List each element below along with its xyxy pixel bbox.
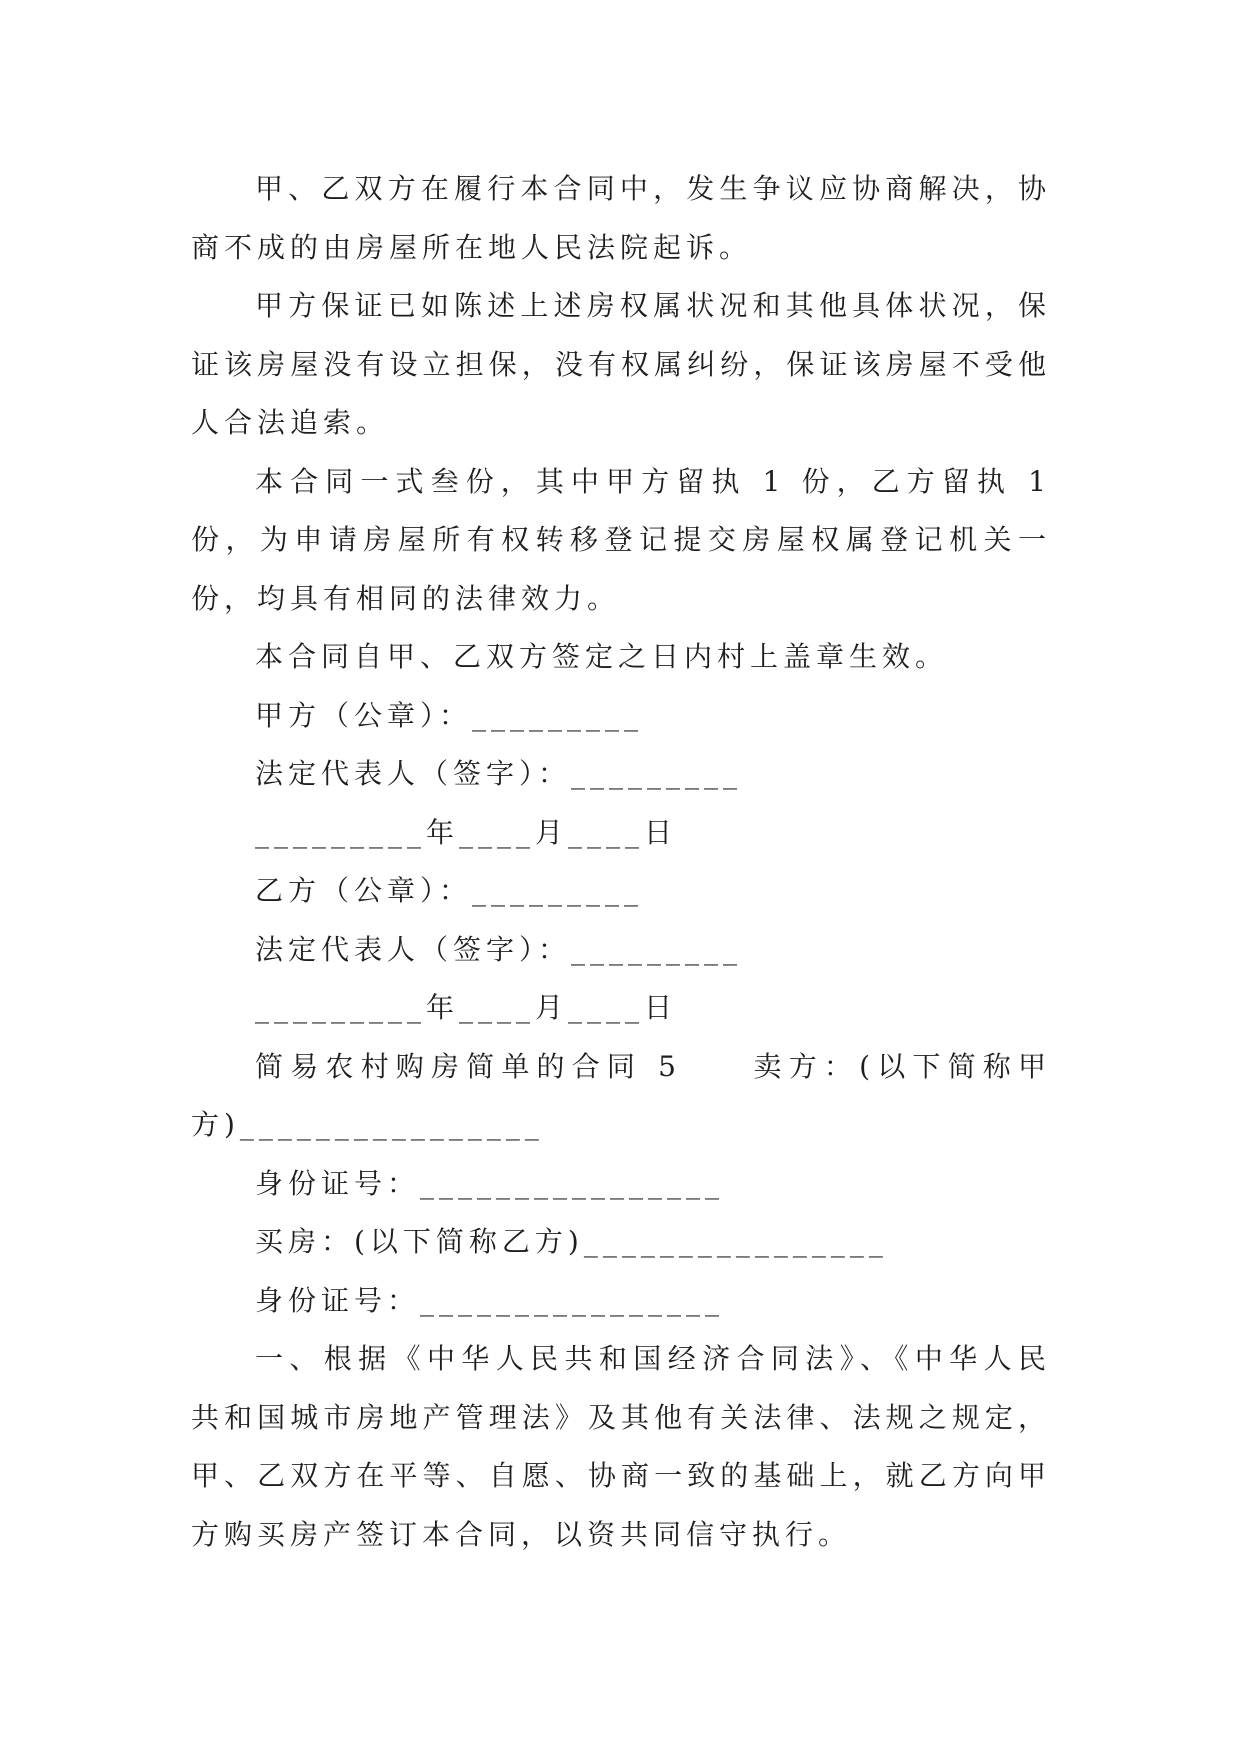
contract5-heading-seller: 简易农村购房简单的合同 5 卖方：(以下简称甲方)________________ [191, 1049, 1051, 1141]
paragraph-dispute: 甲、乙双方在履行本合同中，发生争议应协商解决，协商不成的由房屋所在地人民法院起诉。 [191, 172, 1051, 264]
seller-id-line: 身份证号：________________ [255, 1166, 725, 1200]
document-body [191, 160, 1051, 1564]
party-b-date-line: _________年____月____日 [255, 991, 678, 1024]
article-1: 一、根据《中华人民共和国经济合同法》、《中华人民共和国城市房地产管理法》及其他有关法律、法规之规定，甲、乙双方在平等、自愿、协商一致的基础上，就乙方向甲方购买房产签订本合同，以资共同信守执行。 [191, 1342, 1051, 1551]
paragraph-effective: 本合同自甲、乙双方签定之日内村上盖章生效。 [255, 640, 949, 673]
buyer-id-line: 身份证号：________________ [255, 1283, 725, 1317]
paragraph-guarantee: 甲方保证已如陈述上述房权属状况和其他具体状况，保证该房屋没有设立担保，没有权属纠纷，保证该房屋不受他人合法追索。 [191, 289, 1051, 439]
buyer-line: 买房：(以下简称乙方)________________ [255, 1225, 888, 1258]
party-a-seal-line: 甲方（公章）：_________ [255, 698, 644, 732]
party-b-seal-line: 乙方（公章）：_________ [255, 874, 644, 907]
party-a-legal-rep-line: 法定代表人（签字）：_________ [255, 757, 743, 790]
paragraph-copies: 本合同一式叁份，其中甲方留执 1 份，乙方留执 1 份，为申请房屋所有权转移登记提交房屋权属登记机关一份，均具有相同的法律效力。 [191, 464, 1051, 615]
party-b-legal-rep-line: 法定代表人（签字）：_________ [255, 932, 743, 966]
party-a-date-line: _________年____月____日 [255, 815, 678, 849]
